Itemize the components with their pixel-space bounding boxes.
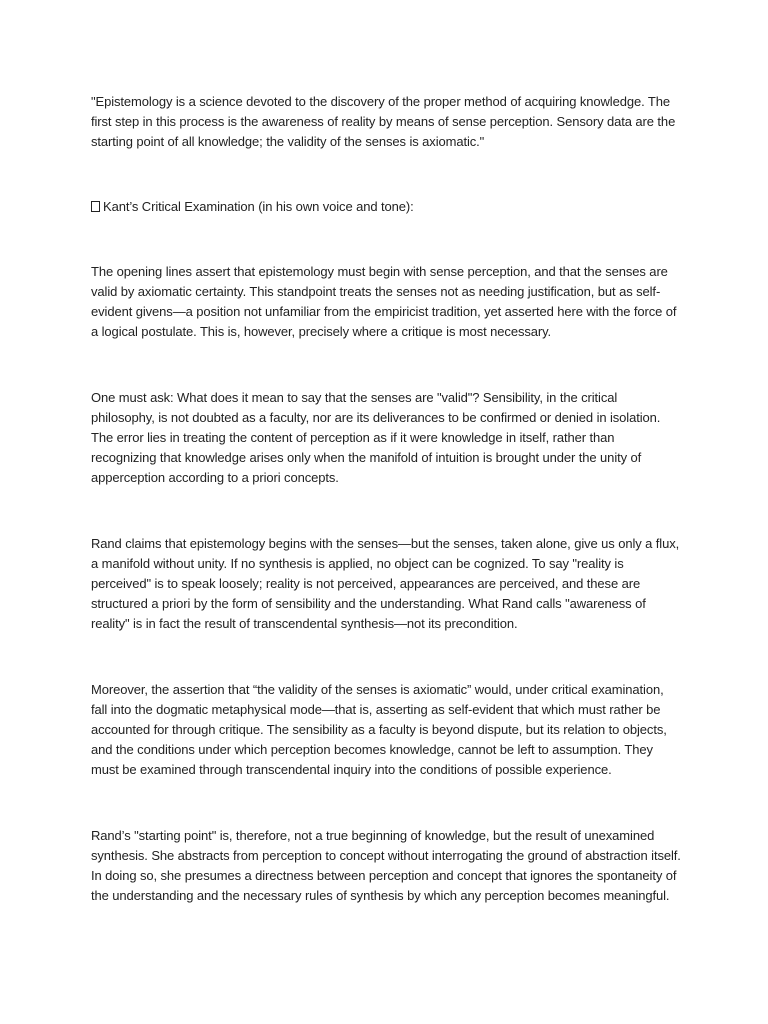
missing-glyph-icon	[91, 201, 100, 212]
paragraph-3: Rand claims that epistemology begins with the senses—but the senses, taken alone, give us only a flux, a manifold without unity. If no synthesis is applied, no object can be cognized. To say "reality is perceived" is to speak loosely; reality is not perceived, appearances are perceived, and these are structured a priori by the form of sensibility and the understanding. What Rand calls "awareness of reality" is in fact the result of transcendental synthesis—not its precondition.	[91, 535, 680, 632]
paragraph-5: Rand’s "starting point" is, therefore, not a true beginning of knowledge, but the result of unexamined synthesis. She abstracts from perception to concept without interrogating the ground of abstraction itself. In doing so, she presumes a directness between perception and concept that ignores the spontaneity of the understanding and the necessary rules of synthesis by which any perception becomes meaningful.	[91, 827, 681, 904]
section-heading-text: Kant’s Critical Examination (in his own voice and tone):	[103, 198, 414, 214]
section-heading	[91, 197, 683, 217]
paragraph-2: One must ask: What does it mean to say that the senses are "valid"? Sensibility, in the critical philosophy, is not doubted as a faculty, nor are its deliverances to be confirmed or denied in isolation. The error lies in treating the content of perception as if it were knowledge in itself, rather than recognizing that knowledge arises only when the manifold of intuition is brought under the unity of apperception according to a priori concepts.	[91, 389, 661, 486]
document-body	[91, 92, 683, 906]
paragraph-1: The opening lines assert that epistemology must begin with sense perception, and that the senses are valid by axiomatic certainty. This standpoint treats the senses not as needing justification, but as self-evident givens—a position not unfamiliar from the empiricist tradition, yet asserted here with the force of a logical postulate. This is, however, precisely where a critique is most necessary.	[91, 263, 677, 340]
paragraph-4: Moreover, the assertion that “the validity of the senses is axiomatic” would, under critical examination, fall into the dogmatic metaphysical mode—that is, asserting as self-evident that which must rather be accounted for through critique. The sensibility as a faculty is beyond dispute, but its relation to objects, and the conditions under which perception becomes knowledge, cannot be left to assumption. They must be examined through transcendental inquiry into the conditions of possible experience.	[91, 681, 667, 778]
opening-quote: "Epistemology is a science devoted to the discovery of the proper method of acquiring knowledge. The first step in this process is the awareness of reality by means of sense perception. Sensory data are the starting point of all knowledge; the validity of the senses is axiomatic."	[91, 94, 676, 150]
